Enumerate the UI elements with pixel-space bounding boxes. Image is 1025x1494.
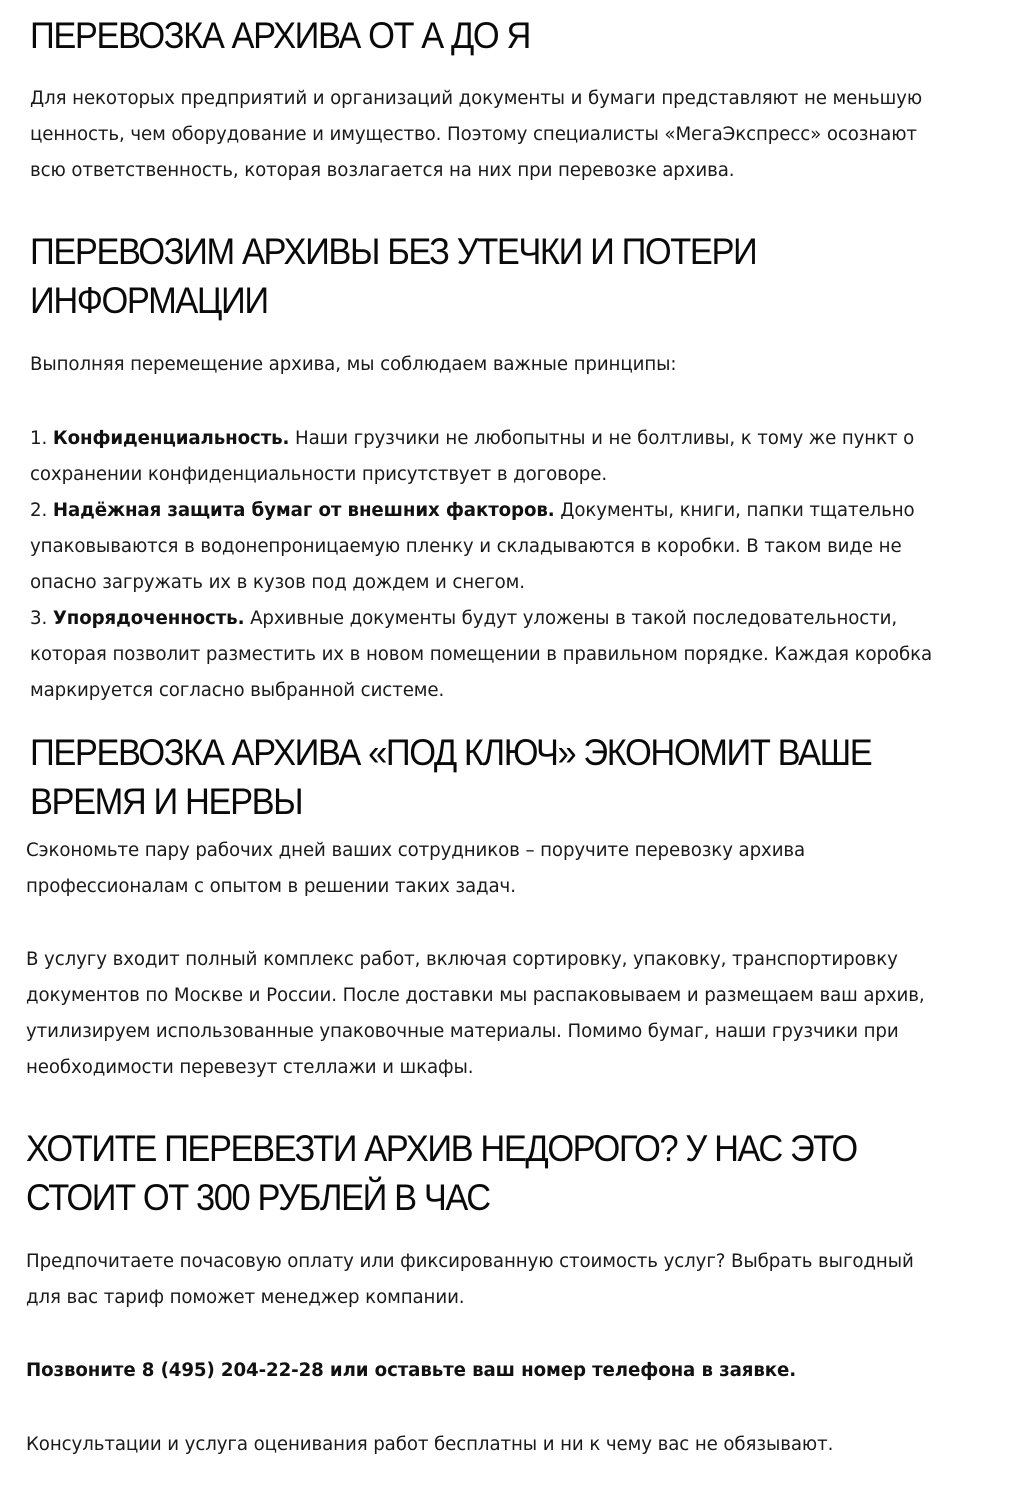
section-heading-archive-a-to-z — [30, 11, 530, 60]
section-heading-turnkey — [30, 728, 871, 826]
paragraph-line: В услугу входит полный комплекс работ, включая сортировку, упаковку, транспортировку — [26, 949, 898, 970]
heading-line: ВРЕМЯ И НЕРВЫ — [30, 781, 303, 822]
paragraph-line: Сэкономьте пару рабочих дней ваших сотрудников – поручите перевозку архива — [26, 840, 806, 861]
principle-title: Конфиденциальность. — [52, 428, 290, 449]
list-number: 1. — [30, 428, 48, 449]
paragraph-line: Для некоторых предприятий и организаций документы и бумаги представляют не меньшую — [30, 88, 923, 109]
paragraph-line: ценность, чем оборудование и имущество. Поэтому специалисты «МегаЭкспресс» осознают — [30, 124, 917, 145]
paragraph-line: всю ответственность, которая возлагается на них при перевозке архива. — [30, 160, 735, 181]
principle-text: сохранении конфиденциальности присутствует в договоре. — [30, 464, 608, 485]
principle-text: маркируется согласно выбранной системе. — [30, 680, 445, 701]
principle-text: Архивные документы будут уложены в такой последовательности, — [244, 608, 898, 629]
intro-paragraph — [30, 81, 922, 189]
heading-line: ХОТИТЕ ПЕРЕВЕЗТИ АРХИВ НЕДОРОГО? У НАС ЭТО — [26, 1128, 857, 1169]
turnkey-paragraph-1 — [26, 833, 805, 905]
principle-title: Упорядоченность. — [52, 608, 245, 629]
section-heading-no-leaks — [30, 227, 756, 325]
section-heading-pricing — [26, 1124, 857, 1222]
paragraph-line: Консультации и услуга оценивания работ бесплатны и ни к чему вас не обязывают. — [26, 1434, 834, 1455]
principle-text: Наши грузчики не любопытны и не болтливы, к тому же пункт о — [289, 428, 915, 449]
list-number: 3. — [30, 608, 48, 629]
paragraph-line: утилизируем использованные упаковочные материалы. Помимо бумаг, наши грузчики при — [26, 1021, 899, 1042]
paragraph-line: документов по Москве и России. После доставки мы распаковываем и размещаем ваш архив, — [26, 985, 925, 1006]
principle-item-2 — [30, 493, 932, 529]
paragraph-line: профессионалам с опытом в решении таких задач. — [26, 876, 516, 897]
heading-line: ПЕРЕВОЗКА АРХИВА ОТ А ДО Я — [30, 15, 530, 56]
heading-line: СТОИТ ОТ 300 РУБЛЕЙ В ЧАС — [26, 1177, 490, 1218]
paragraph-line: для вас тариф поможет менеджер компании. — [26, 1287, 465, 1308]
principle-text: опасно загружать их в кузов под дождем и снегом. — [30, 572, 525, 593]
heading-line: ПЕРЕВОЗИМ АРХИВЫ БЕЗ УТЕЧКИ И ПОТЕРИ — [30, 231, 757, 272]
paragraph-line: необходимости перевезут стеллажи и шкафы. — [26, 1057, 474, 1078]
turnkey-paragraph-2 — [26, 942, 925, 1086]
principles-intro — [30, 347, 676, 383]
principle-text: Документы, книги, папки тщательно — [554, 500, 915, 521]
phone-call-to-action: Позвоните 8 (495) 204-22-28 или оставьте ваш номер телефона в заявке. — [26, 1360, 797, 1381]
paragraph-line: Предпочитаете почасовую оплату или фиксированную стоимость услуг? Выбрать выгодный — [26, 1251, 914, 1272]
principle-item-3 — [30, 601, 932, 637]
heading-line: ИНФОРМАЦИИ — [30, 280, 268, 321]
call-to-action — [26, 1353, 796, 1389]
principles-list — [30, 421, 932, 709]
principle-item-1 — [30, 421, 932, 457]
footer-note — [26, 1427, 833, 1463]
principle-title: Надёжная защита бумаг от внешних факторов. — [52, 500, 555, 521]
list-number: 2. — [30, 500, 48, 521]
heading-line: ПЕРЕВОЗКА АРХИВА «ПОД КЛЮЧ» ЭКОНОМИТ ВАШЕ — [30, 732, 872, 773]
pricing-paragraph — [26, 1244, 914, 1316]
principle-text: которая позволит разместить их в новом помещении в правильном порядке. Каждая коробка — [30, 644, 932, 665]
principle-text: упаковываются в водонепроницаемую пленку и складываются в коробки. В таком виде не — [30, 536, 902, 557]
paragraph-line: Выполняя перемещение архива, мы соблюдаем важные принципы: — [30, 354, 677, 375]
